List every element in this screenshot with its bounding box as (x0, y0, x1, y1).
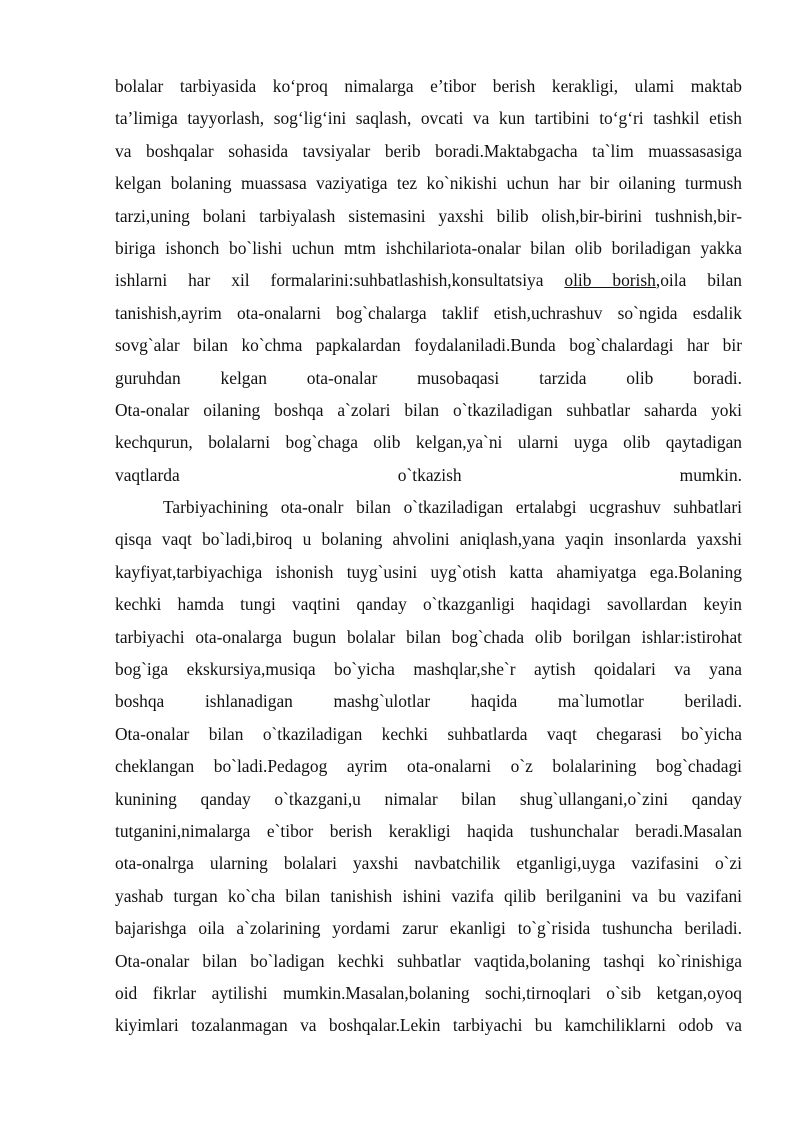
text-line: yashab turgan ko`cha bilan tanishish ishini vazifa qilib berilganini va bu vazifani (115, 885, 742, 906)
text-line: tutganini,nimalarga e`tibor berish kerakligi haqida tushunchalar beradi.Masalan (115, 820, 742, 841)
text-segment: ishlarni har xil formalarini:suhbatlashish,konsultatsiya (115, 270, 565, 291)
text-line: tanishish,ayrim ota-onalarni bog`chalarga taklif etish,uchrashuv so`ngida esdalik (115, 302, 742, 323)
underlined-text: olib borish (564, 270, 656, 291)
text-line: kechqurun, bolalarni bog`chaga olib kelgan,ya`ni ularni uyga olib qaytadigan (115, 432, 742, 453)
text-line: kelgan bolaning muassasa vaziyatiga tez ko`nikishi uchun har bir oilaning turmush (115, 173, 742, 194)
text-line: kunining qanday o`tkazgani,u nimalar bilan shug`ullangani,o`zini qanday (115, 788, 742, 809)
text-line: bog`iga ekskursiya,musiqa bo`yicha mashqlar,she`r aytish qoidalari va yana (115, 659, 742, 680)
text-line: Tarbiyachining ota-onalr bilan o`tkaziladigan ertalabgi ucgrashuv suhbatlari (163, 497, 742, 518)
text-line: ota-onalrga ularning bolalari yaxshi navbatchilik etganligi,uyga vazifasini o`zi (115, 853, 742, 874)
text-line: qisqa vaqt bo`ladi,biroq u bolaning ahvolini aniqlash,yana yaqin insonlarda yaxshi (115, 529, 742, 550)
text-line: guruhdan kelgan ota-onalar musobaqasi tarzida olib boradi. (115, 367, 742, 388)
text-line: oid fikrlar aytilishi mumkin.Masalan,bolaning sochi,tirnoqlari o`sib ketgan,oyoq (115, 982, 742, 1003)
text-segment: ,oila bilan (655, 270, 742, 291)
text-line: bolalar tarbiyasida ko‘proq nimalarga e’tibor berish kerakligi, ulami maktab (115, 76, 742, 96)
text-line: boshqa ishlanadigan mashg`ulotlar haqida ma`lumotlar beriladi. (115, 691, 742, 712)
text-line: va boshqalar sohasida tavsiyalar berib boradi.Maktabgacha ta`lim muassasasiga (115, 140, 742, 161)
text-line: sovg`alar bilan ko`chma papkalardan foydalaniladi.Bunda bog`chalardagi har bir (115, 335, 742, 356)
text-line: bajarishga oila a`zolarining yordami zarur ekanligi to`g`risida tushuncha beriladi. (115, 918, 742, 939)
text-line: ta’limiga tayyorlash, sog‘lig‘ini saqlash, ovcati va kun tartibini to‘g‘ri tashkil etish (115, 108, 742, 129)
body-text (115, 70, 742, 1042)
text-line: kiyimlari tozalanmagan va boshqalar.Lekin tarbiyachi bu kamchiliklarni odob va (115, 1015, 742, 1036)
text-line: Ota-onalar bilan o`tkaziladigan kechki suhbatlarda vaqt chegarasi bo`yicha (115, 723, 742, 744)
text-line: Ota-onalar oilaning boshqa a`zolari bilan o`tkaziladigan suhbatlar saharda yoki (115, 399, 742, 420)
text-line: kechki hamda tungi vaqtini qanday o`tkazganligi haqidagi savollardan keyin (115, 594, 742, 615)
text-line: kayfiyat,tarbiyachiga ishonish tuyg`usini uyg`otish katta ahamiyatga ega.Bolaning (115, 561, 742, 582)
text-line: tarbiyachi ota-onalarga bugun bolalar bilan bog`chada olib borilgan ishlar:istirohat (115, 626, 742, 647)
text-line (115, 264, 742, 296)
text-line: Ota-onalar bilan bo`ladigan kechki suhbatlar vaqtida,bolaning tashqi ko`rinishiga (115, 950, 742, 971)
text-line: vaqtlarda o`tkazish mumkin. (115, 464, 742, 485)
text-line: cheklangan bo`ladi.Pedagog ayrim ota-onalarni o`z bolalarining bog`chadagi (115, 756, 742, 777)
text-line: biriga ishonch bo`lishi uchun mtm ishchilariota-onalar bilan olib boriladigan yakka (115, 237, 742, 258)
text-line: tarzi,uning bolani tarbiyalash sistemasini yaxshi bilib olish,bir-birini tushnish,bir- (115, 205, 742, 226)
